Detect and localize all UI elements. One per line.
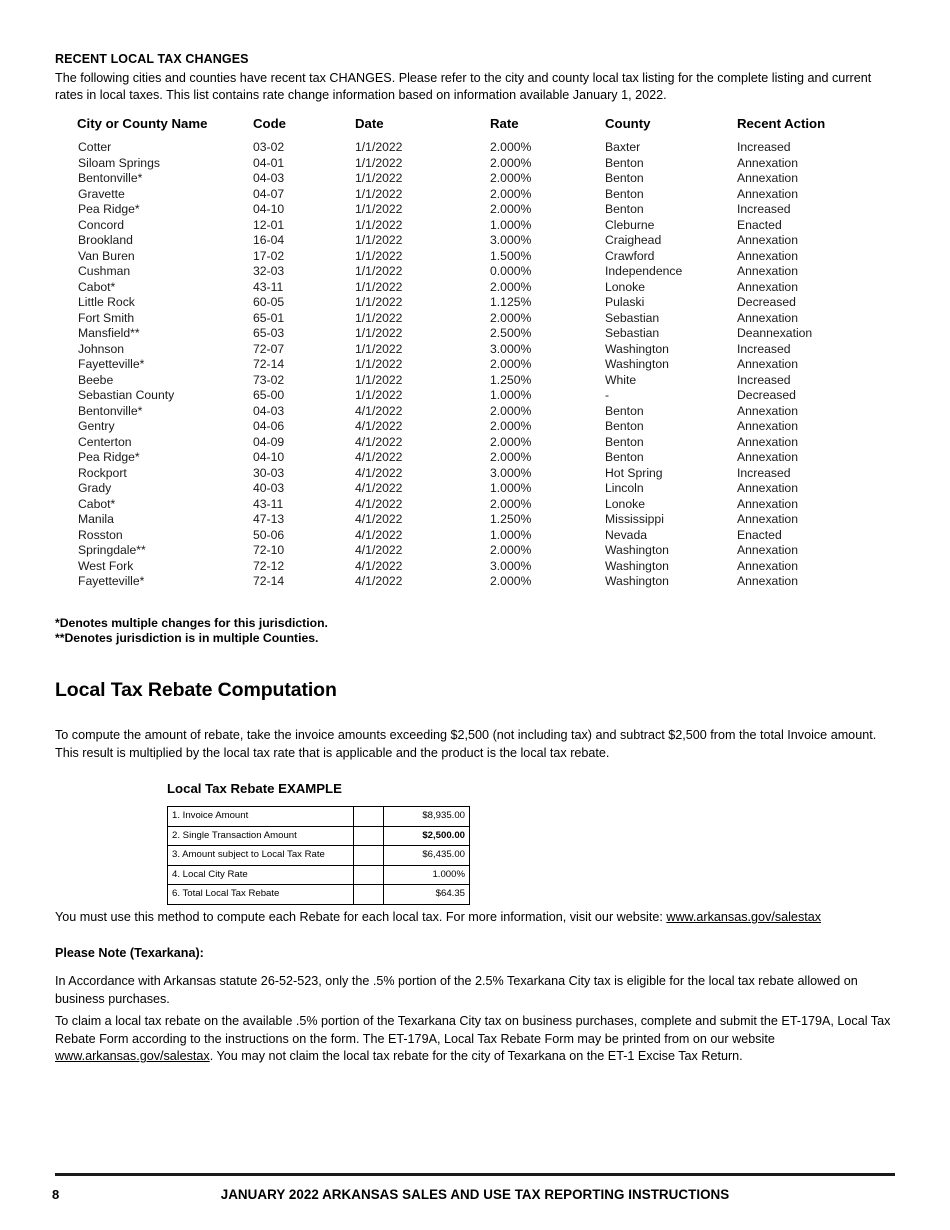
- table-row: [55, 295, 898, 311]
- table-row: [55, 280, 898, 296]
- table-row: [55, 342, 898, 358]
- cell-city-or-county-name: Little Rock: [78, 295, 135, 309]
- table-row: [55, 450, 898, 466]
- cell-date: 4/1/2022: [355, 558, 403, 573]
- rebate-example-row: [168, 826, 470, 846]
- cell-county: Benton: [605, 403, 644, 418]
- cell-rate: 1.125%: [490, 295, 532, 309]
- cell-rate: 2.000%: [490, 279, 532, 294]
- cell-county: Craighead: [605, 233, 662, 247]
- table-row: [55, 419, 898, 435]
- table-row: [55, 264, 898, 280]
- cell-rate: 2.000%: [490, 403, 532, 418]
- rebate-example-label: 4. Local City Rate: [168, 865, 354, 885]
- table-row: [55, 311, 898, 327]
- cell-code: 60-05: [253, 295, 285, 309]
- cell-code: 04-10: [253, 202, 285, 216]
- cell-rate: 2.000%: [490, 357, 532, 371]
- rebate-example-value: 1.000%: [384, 865, 470, 885]
- cell-code: 32-03: [253, 264, 285, 278]
- cell-code: 72-07: [253, 341, 285, 356]
- cell-recent-action: Annexation: [737, 558, 798, 573]
- cell-recent-action: Annexation: [737, 171, 798, 185]
- cell-code: 65-03: [253, 326, 285, 340]
- salestax-website-link[interactable]: www.arkansas.gov/salestax: [666, 910, 822, 924]
- rebate-example-label: 3. Amount subject to Local Tax Rate: [168, 846, 354, 866]
- cell-county: Washington: [605, 341, 669, 356]
- cell-date: 1/1/2022: [355, 186, 403, 201]
- cell-code: 04-10: [253, 450, 285, 464]
- cell-recent-action: Increased: [737, 341, 791, 356]
- table-row: [55, 574, 898, 590]
- cell-recent-action: Annexation: [737, 434, 798, 449]
- cell-recent-action: Enacted: [737, 527, 782, 542]
- tax-table-header: [55, 116, 898, 140]
- table-row: [55, 481, 898, 497]
- cell-rate: 2.000%: [490, 202, 532, 216]
- column-header-county: County: [605, 116, 651, 131]
- cell-recent-action: Annexation: [737, 310, 798, 325]
- cell-date: 1/1/2022: [355, 202, 403, 216]
- cell-recent-action: Increased: [737, 372, 791, 387]
- cell-county: Benton: [605, 419, 644, 433]
- rebate-computation-paragraph: To compute the amount of rebate, take the invoice amounts exceeding $2,500 (not including tax) and subtract $2,500 from the total Invoice amount. This result is multiplied by the local tax rate that is applicable and the product is the local tax rebate.: [55, 728, 877, 760]
- tax-table-body: [55, 140, 898, 590]
- cell-county: White: [605, 372, 637, 387]
- cell-date: 1/1/2022: [355, 310, 403, 325]
- cell-code: 50-06: [253, 527, 285, 542]
- cell-date: 1/1/2022: [355, 217, 403, 232]
- rebate-example-spacer-cell: [354, 846, 384, 866]
- column-header-city-or-county-name: City or County Name: [77, 116, 208, 131]
- cell-county: Lonoke: [605, 279, 645, 294]
- cell-city-or-county-name: Sebastian County: [78, 388, 175, 402]
- cell-recent-action: Deannexation: [737, 326, 813, 340]
- cell-recent-action: Annexation: [737, 155, 798, 170]
- cell-city-or-county-name: Rosston: [78, 527, 123, 542]
- cell-county: Independence: [605, 264, 683, 278]
- cell-recent-action: Decreased: [737, 388, 796, 402]
- cell-county: Lincoln: [605, 481, 644, 495]
- rebate-example-value: $6,435.00: [384, 846, 470, 866]
- cell-county: Crawford: [605, 248, 655, 263]
- footer-divider-rule: [55, 1173, 895, 1176]
- cell-code: 30-03: [253, 465, 285, 480]
- texarkana-paragraph-two: [55, 1013, 898, 1066]
- cell-city-or-county-name: Pea Ridge*: [78, 450, 140, 464]
- rebate-example-spacer-cell: [354, 826, 384, 846]
- cell-city-or-county-name: Fayetteville*: [78, 574, 145, 588]
- cell-date: 1/1/2022: [355, 171, 403, 185]
- cell-rate: 2.000%: [490, 155, 532, 170]
- cell-rate: 1.000%: [490, 388, 532, 402]
- rebate-example-value: $2,500.00: [384, 826, 470, 846]
- method-note-text: You must use this method to compute each Rebate for each local tax. For more information, visit our website:: [55, 910, 667, 924]
- cell-city-or-county-name: Pea Ridge*: [78, 202, 140, 216]
- cell-code: 40-03: [253, 481, 285, 495]
- table-row: [55, 404, 898, 420]
- table-row: [55, 249, 898, 265]
- table-row: [55, 512, 898, 528]
- cell-date: 4/1/2022: [355, 527, 403, 542]
- page-number: 8: [52, 1187, 60, 1202]
- section-heading: RECENT LOCAL TAX CHANGES: [55, 52, 249, 66]
- cell-county: Hot Spring: [605, 465, 663, 480]
- cell-county: Baxter: [605, 140, 641, 154]
- cell-city-or-county-name: West Fork: [78, 558, 134, 573]
- column-header-recent-action: Recent Action: [737, 116, 826, 131]
- rebate-example-table-body: [168, 807, 470, 905]
- rebate-example-row: [168, 846, 470, 866]
- table-row: [55, 388, 898, 404]
- cell-county: -: [605, 388, 610, 402]
- cell-city-or-county-name: Beebe: [78, 372, 114, 387]
- cell-rate: 3.000%: [490, 465, 532, 480]
- table-row: [55, 357, 898, 373]
- cell-code: 17-02: [253, 248, 285, 263]
- cell-city-or-county-name: Brookland: [78, 233, 133, 247]
- table-row: [55, 435, 898, 451]
- cell-date: 1/1/2022: [355, 341, 403, 356]
- cell-date: 1/1/2022: [355, 233, 403, 247]
- cell-city-or-county-name: Siloam Springs: [78, 155, 160, 170]
- rebate-example-spacer-cell: [354, 865, 384, 885]
- cell-recent-action: Decreased: [737, 295, 796, 309]
- cell-county: Benton: [605, 202, 644, 216]
- column-header-rate: Rate: [490, 116, 519, 131]
- table-row: [55, 187, 898, 203]
- table-row: [55, 233, 898, 249]
- cell-rate: 3.000%: [490, 233, 532, 247]
- cell-recent-action: Increased: [737, 202, 791, 216]
- cell-rate: 1.500%: [490, 248, 532, 263]
- cell-code: 16-04: [253, 233, 285, 247]
- cell-city-or-county-name: Fayetteville*: [78, 357, 145, 371]
- cell-rate: 2.000%: [490, 310, 532, 325]
- cell-code: 73-02: [253, 372, 285, 387]
- cell-date: 4/1/2022: [355, 543, 403, 557]
- cell-city-or-county-name: Grady: [78, 481, 112, 495]
- texarkana-note-heading: Please Note (Texarkana):: [55, 946, 204, 960]
- section-intro-paragraph: The following cities and counties have recent tax CHANGES. Please refer to the city and county local tax listing for the complete listing and current rates in local taxes. This list contains rate change information based on information available January 1, 2022.: [55, 71, 872, 102]
- cell-city-or-county-name: Johnson: [78, 341, 125, 356]
- cell-city-or-county-name: Cushman: [78, 264, 131, 278]
- cell-city-or-county-name: Van Buren: [78, 248, 135, 263]
- cell-city-or-county-name: Cotter: [78, 140, 112, 154]
- column-header-date: Date: [355, 116, 384, 131]
- cell-recent-action: Annexation: [737, 512, 798, 526]
- cell-code: 04-03: [253, 403, 285, 418]
- cell-rate: 2.000%: [490, 434, 532, 449]
- salestax-website-link-secondary[interactable]: www.arkansas.gov/salestax: [55, 1049, 210, 1063]
- cell-code: 47-13: [253, 512, 285, 526]
- rebate-section-heading: Local Tax Rebate Computation: [55, 679, 337, 701]
- table-row: [55, 218, 898, 234]
- rebate-example-row: [168, 807, 470, 827]
- cell-city-or-county-name: Centerton: [78, 434, 132, 449]
- cell-code: 72-10: [253, 543, 285, 557]
- cell-rate: 1.250%: [490, 512, 532, 526]
- cell-rate: 2.500%: [490, 326, 532, 340]
- cell-date: 1/1/2022: [355, 248, 403, 263]
- table-row: [55, 326, 898, 342]
- cell-date: 1/1/2022: [355, 388, 403, 402]
- cell-code: 03-02: [253, 140, 285, 154]
- rebate-example-table: [167, 806, 470, 905]
- cell-county: Washington: [605, 558, 669, 573]
- cell-rate: 1.000%: [490, 217, 532, 232]
- rebate-example-label: 6. Total Local Tax Rebate: [168, 885, 354, 905]
- cell-rate: 3.000%: [490, 341, 532, 356]
- cell-city-or-county-name: Springdale**: [78, 543, 146, 557]
- cell-recent-action: Annexation: [737, 248, 798, 263]
- cell-county: Pulaski: [605, 295, 645, 309]
- footer-title: JANUARY 2022 ARKANSAS SALES AND USE TAX REPORTING INSTRUCTIONS: [220, 1187, 730, 1202]
- cell-date: 4/1/2022: [355, 403, 403, 418]
- cell-city-or-county-name: Gentry: [78, 419, 115, 433]
- cell-recent-action: Annexation: [737, 481, 798, 495]
- cell-recent-action: Annexation: [737, 543, 798, 557]
- cell-date: 4/1/2022: [355, 450, 403, 464]
- cell-code: 04-01: [253, 155, 285, 170]
- cell-recent-action: Enacted: [737, 217, 782, 232]
- cell-recent-action: Annexation: [737, 450, 798, 464]
- cell-city-or-county-name: Manila: [78, 512, 114, 526]
- cell-rate: 0.000%: [490, 264, 532, 278]
- cell-code: 04-07: [253, 186, 285, 201]
- cell-county: Washington: [605, 357, 669, 371]
- cell-rate: 3.000%: [490, 558, 532, 573]
- cell-county: Lonoke: [605, 496, 645, 511]
- cell-code: 12-01: [253, 217, 285, 232]
- cell-recent-action: Increased: [737, 140, 791, 154]
- cell-date: 1/1/2022: [355, 140, 403, 154]
- cell-code: 04-06: [253, 419, 285, 433]
- cell-code: 43-11: [253, 279, 284, 294]
- cell-city-or-county-name: Mansfield**: [78, 326, 140, 340]
- cell-recent-action: Annexation: [737, 403, 798, 418]
- cell-date: 4/1/2022: [355, 465, 403, 480]
- cell-county: Sebastian: [605, 326, 660, 340]
- cell-recent-action: Annexation: [737, 233, 798, 247]
- cell-code: 43-11: [253, 496, 284, 511]
- cell-rate: 2.000%: [490, 450, 532, 464]
- cell-county: Mississippi: [605, 512, 664, 526]
- cell-city-or-county-name: Fort Smith: [78, 310, 135, 325]
- texarkana-paragraph-two-pre: To claim a local tax rebate on the available .5% portion of the Texarkana City tax on business purchases, complete and submit the ET-179A, Local Tax Rebate Form according to the instructions on the form. The ET-179A, Local Tax Rebate Form may be printed from on our website: [55, 1014, 891, 1046]
- cell-county: Nevada: [605, 527, 648, 542]
- cell-recent-action: Annexation: [737, 357, 798, 371]
- cell-code: 72-14: [253, 357, 285, 371]
- column-header-code: Code: [253, 116, 286, 131]
- rebate-example-label: 2. Single Transaction Amount: [168, 826, 354, 846]
- rebate-example-value: $64.35: [384, 885, 470, 905]
- cell-date: 1/1/2022: [355, 279, 403, 294]
- texarkana-paragraph-two-post: . You may not claim the local tax rebate for the city of Texarkana on the ET-1 Excise Tax Return.: [209, 1049, 743, 1063]
- cell-city-or-county-name: Bentonville*: [78, 171, 143, 185]
- cell-rate: 2.000%: [490, 140, 532, 154]
- cell-county: Benton: [605, 155, 644, 170]
- cell-rate: 2.000%: [490, 419, 532, 433]
- cell-code: 04-09: [253, 434, 285, 449]
- rebate-example-spacer-cell: [354, 807, 384, 827]
- cell-date: 1/1/2022: [355, 295, 403, 309]
- cell-city-or-county-name: Bentonville*: [78, 403, 143, 418]
- cell-recent-action: Increased: [737, 465, 791, 480]
- cell-rate: 1.250%: [490, 372, 532, 387]
- rebate-example-title: Local Tax Rebate EXAMPLE: [167, 781, 342, 796]
- cell-rate: 2.000%: [490, 543, 532, 557]
- rebate-example-value: $8,935.00: [384, 807, 470, 827]
- cell-recent-action: Annexation: [737, 419, 798, 433]
- rebate-example-row: [168, 865, 470, 885]
- table-row: [55, 140, 898, 156]
- cell-date: 4/1/2022: [355, 434, 403, 449]
- cell-city-or-county-name: Rockport: [78, 465, 127, 480]
- cell-county: Washington: [605, 543, 669, 557]
- table-row: [55, 543, 898, 559]
- cell-county: Benton: [605, 434, 644, 449]
- table-row: [55, 156, 898, 172]
- cell-date: 1/1/2022: [355, 155, 403, 170]
- cell-recent-action: Annexation: [737, 279, 798, 294]
- table-row: [55, 202, 898, 218]
- cell-county: Benton: [605, 450, 644, 464]
- cell-recent-action: Annexation: [737, 186, 798, 201]
- method-note: [55, 909, 905, 926]
- cell-date: 4/1/2022: [355, 496, 403, 511]
- table-row: [55, 559, 898, 575]
- cell-code: 65-00: [253, 388, 285, 402]
- cell-county: Sebastian: [605, 310, 660, 325]
- cell-code: 72-12: [253, 558, 285, 573]
- table-row: [55, 466, 898, 482]
- cell-county: Cleburne: [605, 217, 655, 232]
- cell-recent-action: Annexation: [737, 574, 798, 588]
- rebate-example-label: 1. Invoice Amount: [168, 807, 354, 827]
- cell-date: 1/1/2022: [355, 357, 403, 371]
- cell-rate: 1.000%: [490, 527, 532, 542]
- cell-city-or-county-name: Gravette: [78, 186, 125, 201]
- rebate-example-row: [168, 885, 470, 905]
- tax-table-header-row: [55, 116, 898, 140]
- footnote-double-asterisk: **Denotes jurisdiction is in multiple Counties.: [55, 631, 319, 645]
- table-row: [55, 497, 898, 513]
- footnote-single-asterisk: *Denotes multiple changes for this jurisdiction.: [55, 616, 328, 630]
- cell-date: 1/1/2022: [355, 372, 403, 387]
- cell-date: 4/1/2022: [355, 512, 403, 526]
- cell-city-or-county-name: Cabot*: [78, 496, 116, 511]
- cell-recent-action: Annexation: [737, 264, 798, 278]
- cell-date: 1/1/2022: [355, 264, 403, 278]
- cell-recent-action: Annexation: [737, 496, 798, 511]
- texarkana-paragraph-one: In Accordance with Arkansas statute 26-52-523, only the .5% portion of the 2.5% Texarkana City tax is eligible for the local tax rebate allowed on business purchases.: [55, 974, 858, 1006]
- cell-date: 4/1/2022: [355, 481, 403, 495]
- cell-rate: 1.000%: [490, 481, 532, 495]
- cell-rate: 2.000%: [490, 496, 532, 511]
- cell-code: 04-03: [253, 171, 285, 185]
- cell-date: 4/1/2022: [355, 419, 403, 433]
- table-row: [55, 528, 898, 544]
- cell-date: 1/1/2022: [355, 326, 403, 340]
- cell-city-or-county-name: Cabot*: [78, 279, 116, 294]
- cell-county: Benton: [605, 186, 644, 201]
- cell-date: 4/1/2022: [355, 574, 403, 588]
- cell-county: Washington: [605, 574, 669, 588]
- rebate-example-spacer-cell: [354, 885, 384, 905]
- recent-tax-changes-table: [55, 116, 898, 590]
- cell-rate: 2.000%: [490, 186, 532, 201]
- cell-rate: 2.000%: [490, 171, 532, 185]
- table-row: [55, 373, 898, 389]
- cell-city-or-county-name: Concord: [78, 217, 125, 232]
- cell-code: 65-01: [253, 310, 285, 325]
- cell-rate: 2.000%: [490, 574, 532, 588]
- cell-code: 72-14: [253, 574, 285, 588]
- table-row: [55, 171, 898, 187]
- cell-county: Benton: [605, 171, 644, 185]
- table-footnotes: [55, 616, 328, 646]
